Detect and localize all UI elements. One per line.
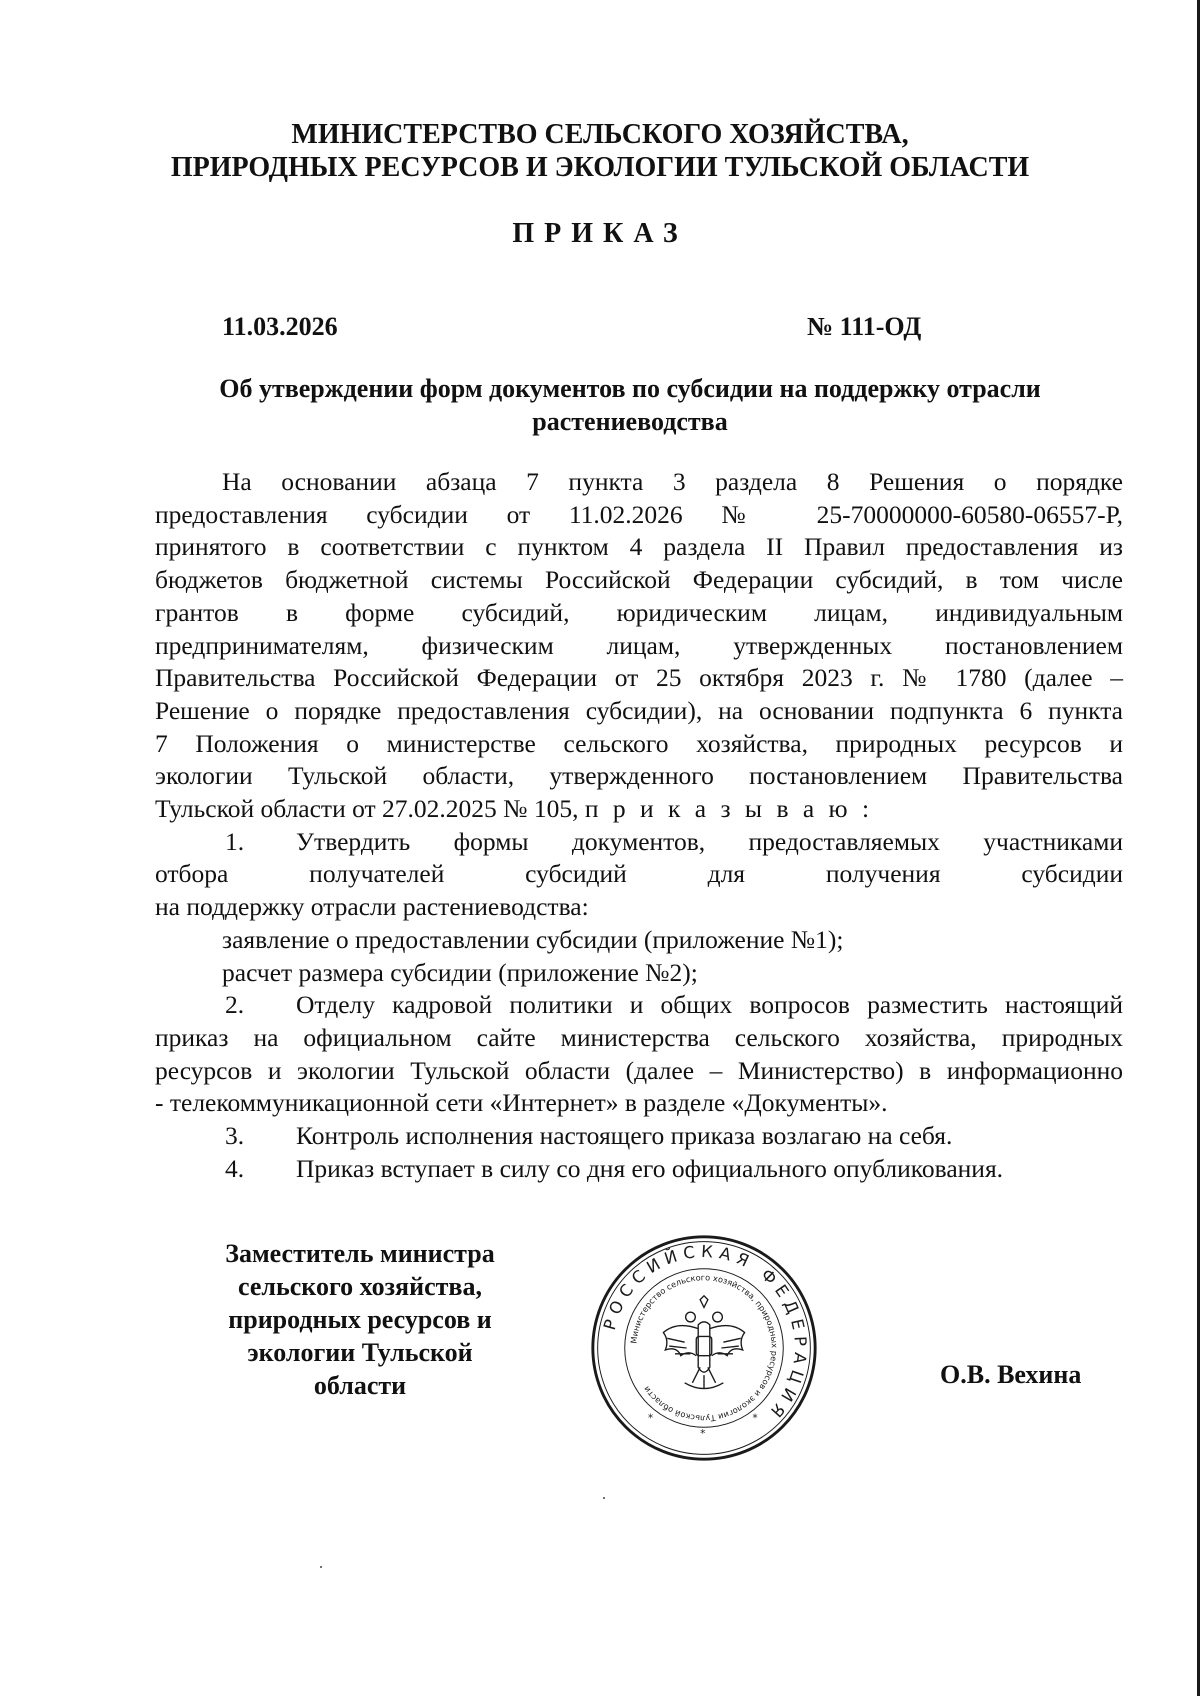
position-line: сельского хозяйства, xyxy=(238,1272,482,1301)
body-line: предоставления субсидии от 11.02.2026 № 25-70000000-60580-06557-Р, xyxy=(155,499,1123,529)
scan-speck xyxy=(603,1497,605,1499)
body-line: предпринимателям, физическим лицам, утвержденных постановлением xyxy=(155,630,1123,660)
official-seal-icon xyxy=(588,1232,820,1464)
item-number: 4. xyxy=(225,1153,245,1183)
position-line: экологии Тульской xyxy=(247,1338,473,1367)
order-word: п р и к а з ы в а ю : xyxy=(584,794,874,824)
body-line: экологии Тульской области, утвержденного постановлением Правительства xyxy=(155,761,1123,791)
body-line: Правительства Российской Федерации от 25 октября 2023 г. № 1780 (далее – xyxy=(155,663,1123,693)
item-text: Контроль исполнения настоящего приказа возлагаю на себя. xyxy=(296,1121,953,1151)
item-2 xyxy=(155,989,1123,1022)
seal-inner-text: Министерство сельского хозяйства, природных ресурсов и экологии Тульской области xyxy=(628,1272,780,1424)
subject-line-2: растениеводства xyxy=(532,407,728,436)
item-3 xyxy=(155,1120,1123,1153)
item-2-line: приказ на официальном сайте министерства сельского хозяйства, природных xyxy=(155,1022,1123,1052)
item-text: Утвердить формы документов, предоставляемых участниками xyxy=(296,826,1123,856)
body-line: 7 Положения о министерстве сельского хозяйства, природных ресурсов и xyxy=(155,728,1123,758)
item-1 xyxy=(155,826,1123,859)
document-date: 11.03.2026 xyxy=(222,312,338,341)
body-line-order xyxy=(155,793,1123,826)
org-line-2: ПРИРОДНЫХ РЕСУРСОВ И ЭКОЛОГИИ ТУЛЬСКОЙ ОБЛАСТИ xyxy=(170,152,1030,183)
item-text: Приказ вступает в силу со дня его официального опубликования. xyxy=(296,1153,1004,1183)
body-line: На основании абзаца 7 пункта 3 раздела 8 Решения о порядке xyxy=(222,467,1123,496)
subject-line-1: Об утверждении форм документов по субсидии на поддержку отрасли xyxy=(219,374,1041,403)
item-number: 3. xyxy=(225,1121,245,1151)
document-body xyxy=(155,466,1123,1185)
body-line: бюджетов бюджетной системы Российской Федерации субсидий, в том числе xyxy=(155,565,1123,595)
body-line: грантов в форме субсидий, юридическим лицам, индивидуальным xyxy=(155,597,1123,627)
signer-name: О.В. Вехина xyxy=(940,1360,1082,1389)
body-line-text: Тульской области от 27.02.2025 № 105, xyxy=(155,794,585,824)
coat-of-arms-icon xyxy=(663,1296,744,1389)
item-number: 2. xyxy=(225,990,245,1020)
item-number: 1. xyxy=(225,826,245,856)
seal-star: * xyxy=(647,1411,654,1425)
signatory-position xyxy=(165,1237,555,1402)
org-line-1: МИНИСТЕРСТВО СЕЛЬСКОГО ХОЗЯЙСТВА, xyxy=(291,119,909,150)
position-line: природных ресурсов и xyxy=(228,1305,492,1334)
sub-item: заявление о предоставлении субсидии (приложение №1); xyxy=(222,924,844,954)
item-4 xyxy=(155,1153,1123,1186)
scan-speck xyxy=(320,1566,322,1568)
organization-header xyxy=(0,118,1200,184)
body-line: принятого в соответствии с пунктом 4 раздела II Правил предоставления из xyxy=(155,532,1123,562)
seal-outer-text: РОССИЙСКАЯ ФЕДЕРАЦИЯ xyxy=(599,1241,811,1426)
document-subject xyxy=(150,372,1110,438)
item-1-line: на поддержку отрасли растениеводства: xyxy=(155,892,589,922)
item-2-line: ресурсов и экологии Тульской области (далее – Министерство) в информационно xyxy=(155,1055,1123,1085)
position-line: Заместитель министра xyxy=(225,1239,495,1268)
document-type: ПРИКАЗ xyxy=(512,218,688,249)
item-text: Отделу кадровой политики и общих вопросов разместить настоящий xyxy=(296,990,1123,1020)
seal-star: * xyxy=(700,1426,706,1440)
seal-star: * xyxy=(752,1411,758,1425)
document-number: № 111-ОД xyxy=(807,312,922,341)
sub-item: расчет размера субсидии (приложение №2); xyxy=(222,957,698,987)
item-2-line: - телекоммуникационной сети «Интернет» в разделе «Документы». xyxy=(155,1088,888,1118)
position-line: области xyxy=(313,1371,407,1400)
body-line: Решение о порядке предоставления субсидии), на основании подпункта 6 пункта xyxy=(155,695,1123,725)
item-1-line: отбора получателей субсидий для получения субсидии xyxy=(155,859,1123,889)
